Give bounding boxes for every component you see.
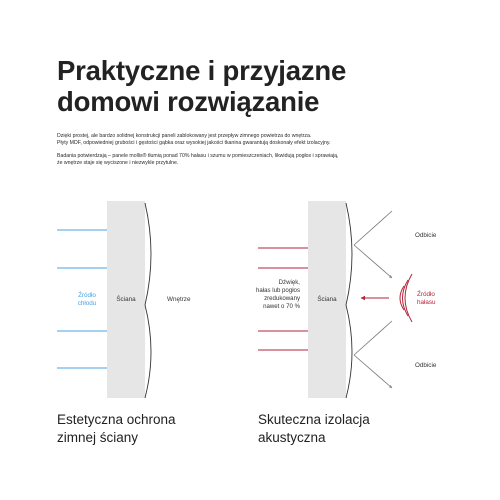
acoustic-panel (145, 305, 151, 398)
sound-wave-icon (405, 274, 412, 322)
reflection-line (354, 355, 392, 388)
cold-source-label: Źródło (78, 292, 96, 299)
title-line-1: Praktyczne i przyjazne (57, 55, 347, 86)
caption-cold-wall (57, 411, 176, 447)
reduction-note: nawet o 70 % (263, 303, 300, 310)
wall-label: Ściana (116, 296, 136, 303)
noise-source-label: hałasu (417, 299, 436, 306)
cold-wall-diagram (57, 201, 191, 398)
reduction-note: hałas lub pogłos (255, 287, 300, 294)
acoustic-panel (346, 203, 352, 305)
title-line-2: domowi rozwiązanie (57, 86, 320, 117)
wall-label: Ściana (317, 296, 337, 303)
reflection-line (354, 245, 392, 278)
reduction-note: zredukowany (264, 295, 300, 302)
noise-source-label: Źródło (417, 291, 435, 298)
acoustic-panel (145, 203, 151, 305)
intro-p1-line-1: Dzięki prostej, ale bardzo solidnej konstrukcji paneli zablokowany jest przepływ zimnego powietrza do wnętrza. (57, 133, 312, 139)
intro-p2-line-1: Badania potwierdzają – panele mollis® tłumią ponad 70% hałasu i szumu w pomieszczeniach, likwidują pogłos i sprawiają, (57, 153, 339, 159)
caption-right-line-1: Skuteczna izolacja (258, 412, 370, 427)
caption-right-line-2: akustyczna (258, 430, 326, 445)
acoustic-panel (346, 305, 352, 398)
reflection-label-top: Odbicie (415, 232, 437, 239)
reduction-note: Dźwięk, (278, 279, 300, 286)
caption-left-line-2: zimnej ściany (57, 430, 139, 445)
reflection-line (354, 321, 392, 355)
reflection-label-bottom: Odbicie (415, 362, 437, 369)
caption-left-line-1: Estetyczna ochrona (57, 412, 176, 427)
interior-label: Wnętrze (167, 296, 191, 303)
intro-p2-line-2: że wnętrze staje się wyciszone i niezwykle przytulne. (57, 160, 179, 167)
caption-acoustic (258, 411, 370, 447)
acoustic-diagram (256, 201, 437, 398)
reflection-line (354, 211, 392, 245)
intro-p1-line-2: Płyty MDF, odpowiedniej grubości i gęstości gąbka oraz wysokiej jakości tkanina gwarantują doskonały efekt izolacyjny. (57, 140, 331, 147)
cold-source-label: chłodu (77, 300, 97, 307)
